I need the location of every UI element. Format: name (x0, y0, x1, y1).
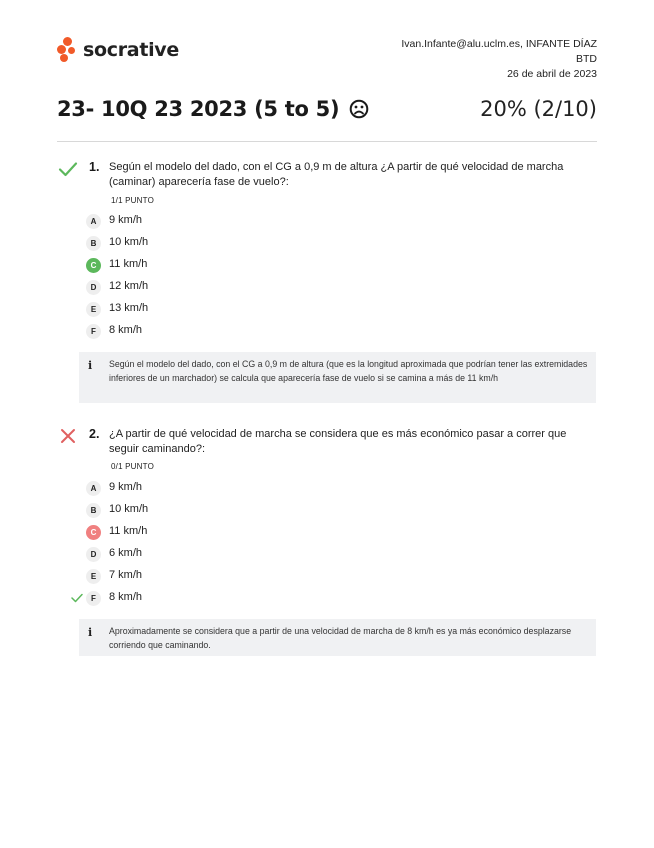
question-number: 1. (89, 160, 100, 174)
explanation-text: Aproximadamente se considera que a partir de una velocidad de marcha de 8 km/h es ya más económico desplazarse corriendo que caminando. (109, 626, 572, 650)
header-divider (57, 141, 597, 142)
answer-text: 9 km/h (109, 214, 143, 226)
sad-face-icon (349, 99, 369, 119)
answer-option (85, 480, 285, 498)
question-text: ¿A partir de qué velocidad de marcha se considera que es más económico pasar a correr que seguir caminando?: (109, 428, 567, 455)
answer-option (85, 301, 285, 319)
info-icon: i (88, 359, 93, 372)
explanation-box (79, 352, 596, 403)
answer-text: 10 km/h (109, 236, 149, 248)
answer-text: 11 km/h (109, 258, 148, 270)
answer-option (85, 568, 285, 586)
quiz-title (57, 97, 369, 121)
question-points: 1/1 PUNTO (111, 196, 154, 205)
socrative-logo-icon (57, 37, 79, 63)
answer-text: 11 km/h (109, 525, 148, 537)
class-name: BTD (576, 53, 597, 65)
cross-icon (58, 426, 78, 446)
answer-option-correct (85, 590, 285, 608)
explanation-box (79, 619, 596, 656)
answer-option-selected-wrong (85, 524, 285, 542)
answer-text: 6 km/h (109, 547, 143, 559)
answer-option (85, 323, 285, 341)
answer-letter: C (86, 525, 101, 540)
answer-text: 8 km/h (109, 324, 143, 336)
answer-letter: D (86, 547, 101, 562)
answer-letter: E (86, 569, 101, 584)
user-email-name: Ivan.Infante@alu.uclm.es, INFANTE DÍAZ (401, 38, 597, 50)
info-icon: i (88, 626, 93, 639)
answer-text: 8 km/h (109, 591, 143, 603)
question-text: Según el modelo del dado, con el CG a 0,9 m de altura ¿A partir de qué velocidad de marcha (caminar) aparecería fase de vuelo?: (109, 161, 564, 188)
answer-letter: D (86, 280, 101, 295)
answer-letter: B (86, 236, 101, 251)
check-icon (58, 159, 78, 179)
answer-option (85, 502, 285, 520)
answer-option-selected-correct (85, 257, 285, 275)
answer-text: 9 km/h (109, 481, 143, 493)
answer-letter: A (86, 214, 101, 229)
question-2 (57, 426, 597, 658)
answer-letter: B (86, 503, 101, 518)
question-points: 0/1 PUNTO (111, 462, 154, 471)
correct-answer-check-icon (71, 593, 83, 603)
answer-letter: F (86, 591, 101, 606)
answer-option (85, 235, 285, 253)
title-row (57, 97, 597, 131)
page-header (57, 37, 597, 87)
answer-letter: A (86, 481, 101, 496)
question-number: 2. (89, 427, 100, 441)
answer-text: 10 km/h (109, 503, 149, 515)
answer-letter: F (86, 324, 101, 339)
answer-text: 12 km/h (109, 280, 149, 292)
answer-option (85, 546, 285, 564)
answer-text: 7 km/h (109, 569, 143, 581)
explanation-text: Según el modelo del dado, con el CG a 0,9 m de altura (que es la longitud aproximada que podrían tener las extremidades inferiores de un marchador) se calcula que aparecería fase de vuelo si se camina a más de 11 km/h (109, 359, 588, 383)
answer-text: 13 km/h (109, 302, 149, 314)
answer-option (85, 279, 285, 297)
user-info (401, 37, 597, 82)
quiz-date: 26 de abril de 2023 (507, 68, 597, 80)
socrative-logo (57, 37, 179, 63)
answer-letter: E (86, 302, 101, 317)
answer-letter: C (86, 258, 101, 273)
logo-text: socrative (83, 39, 179, 61)
question-1 (57, 159, 597, 405)
answer-option (85, 213, 285, 231)
quiz-title-text: 23- 10Q 23 2023 (5 to 5) (57, 97, 340, 121)
quiz-score: 20% (2/10) (480, 97, 597, 121)
